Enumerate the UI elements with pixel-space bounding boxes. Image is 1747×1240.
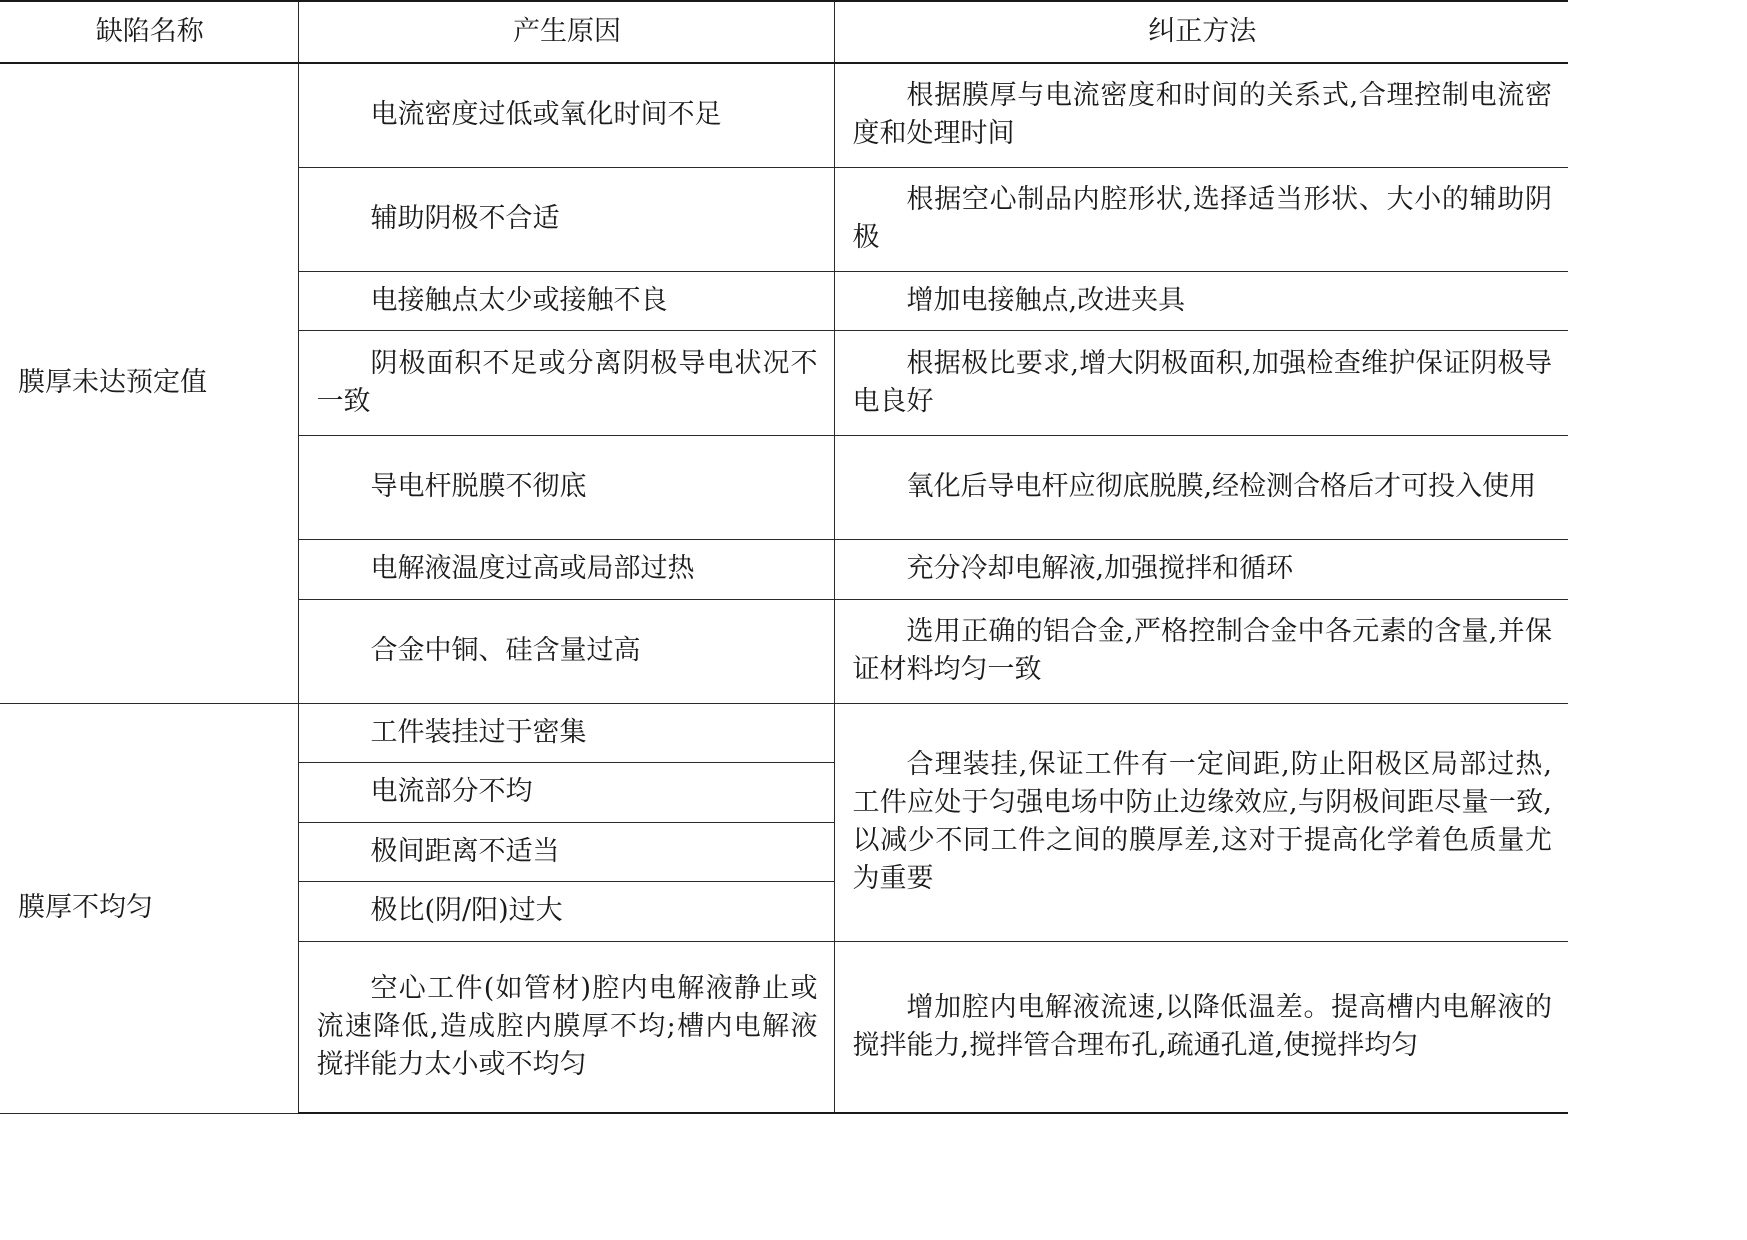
cause-cell: 阴极面积不足或分离阴极导电状况不一致 [298, 330, 834, 435]
cause-cell: 极间距离不适当 [298, 822, 834, 881]
cause-cell: 合金中铜、硅含量过高 [298, 599, 834, 703]
table-row [0, 63, 1568, 167]
cause-cell: 空心工件(如管材)腔内电解液静止或流速降低,造成腔内膜厚不均;槽内电解液搅拌能力太小或不均匀 [298, 941, 834, 1113]
cause-cell: 辅助阴极不合适 [298, 167, 834, 271]
fix-cell: 选用正确的铝合金,严格控制合金中各元素的含量,并保证材料均匀一致 [834, 599, 1568, 703]
fix-cell: 增加电接触点,改进夹具 [834, 271, 1568, 330]
defect-name-cell: 膜厚未达预定值 [0, 63, 298, 703]
fix-cell: 根据极比要求,增大阴极面积,加强检查维护保证阴极导电良好 [834, 330, 1568, 435]
fix-cell: 合理装挂,保证工件有一定间距,防止阳极区局部过热,工件应处于匀强电场中防止边缘效应,与阴极间距尽量一致,以减少不同工件之间的膜厚差,这对于提高化学着色质量尤为重要 [834, 703, 1568, 941]
fix-cell: 氧化后导电杆应彻底脱膜,经检测合格后才可投入使用 [834, 435, 1568, 539]
header-row [0, 1, 1568, 63]
cause-cell: 电流密度过低或氧化时间不足 [298, 63, 834, 167]
cause-cell: 极比(阴/阳)过大 [298, 881, 834, 941]
fix-cell: 增加腔内电解液流速,以降低温差。提高槽内电解液的搅拌能力,搅拌管合理布孔,疏通孔道,使搅拌均匀 [834, 941, 1568, 1113]
cause-cell: 电解液温度过高或局部过热 [298, 539, 834, 599]
header-cause: 产生原因 [298, 1, 834, 63]
cause-cell: 工件装挂过于密集 [298, 703, 834, 762]
fix-cell: 根据膜厚与电流密度和时间的关系式,合理控制电流密度和处理时间 [834, 63, 1568, 167]
defect-name-cell: 膜厚不均匀 [0, 703, 298, 1113]
cause-cell: 导电杆脱膜不彻底 [298, 435, 834, 539]
cause-cell: 电流部分不均 [298, 762, 834, 822]
table-row [0, 703, 1568, 762]
header-fix: 纠正方法 [834, 1, 1568, 63]
header-defect-name: 缺陷名称 [0, 1, 298, 63]
fix-cell: 充分冷却电解液,加强搅拌和循环 [834, 539, 1568, 599]
cause-cell: 电接触点太少或接触不良 [298, 271, 834, 330]
fix-cell: 根据空心制品内腔形状,选择适当形状、大小的辅助阴极 [834, 167, 1568, 271]
